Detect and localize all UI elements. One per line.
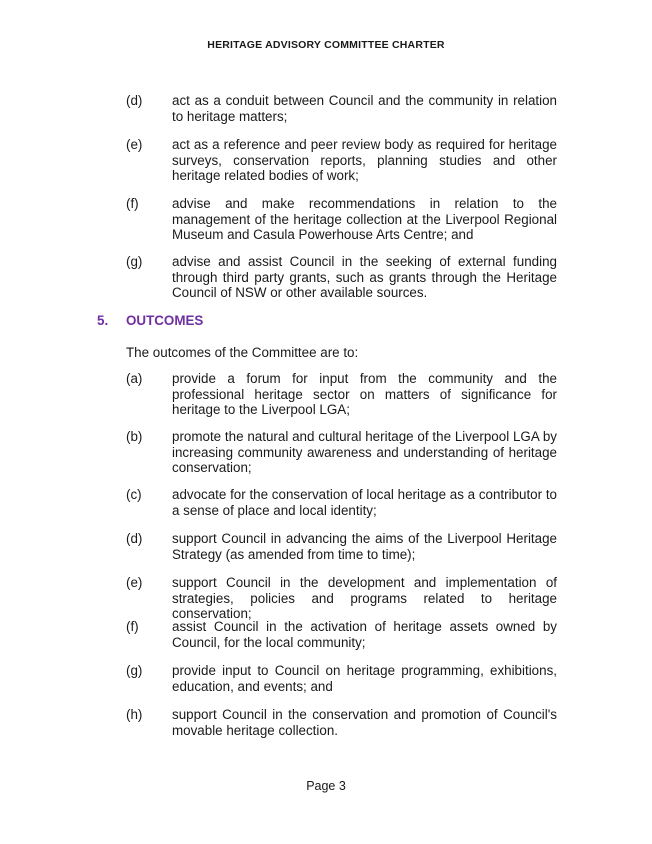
list-item-letter: (d) (126, 531, 143, 546)
list-item-letter: (b) (126, 429, 143, 444)
list-item-letter: (g) (126, 254, 143, 269)
section-number: 5. (97, 313, 109, 328)
list-item-text: provide a forum for input from the community and the professional heritage sector on matters of significance for heritage to the Liverpool LGA; (172, 371, 557, 417)
page-header: HERITAGE ADVISORY COMMITTEE CHARTER (207, 39, 445, 51)
list-item-letter: (g) (126, 663, 143, 678)
list-item-text: support Council in the development and implementation of strategies, policies and programs related to heritage conservation; (172, 575, 557, 621)
list-item-text: act as a conduit between Council and the community in relation to heritage matters; (172, 93, 557, 124)
list-item-letter: (a) (126, 371, 143, 386)
list-item-text: promote the natural and cultural heritage of the Liverpool LGA by increasing community awareness and understanding of heritage conservation; (172, 429, 557, 475)
list-item-letter: (f) (126, 619, 139, 634)
list-item-letter: (c) (126, 487, 142, 502)
list-item-text: support Council in advancing the aims of the Liverpool Heritage Strategy (as amended from time to time); (172, 531, 557, 562)
list-item-text: advise and assist Council in the seeking of external funding through third party grants, such as grants through the Heritage Council of NSW or other available sources. (172, 254, 557, 300)
list-item-letter: (d) (126, 93, 143, 108)
section-intro: The outcomes of the Committee are to: (126, 345, 359, 360)
list-item-text: act as a reference and peer review body as required for heritage surveys, conservation reports, planning studies and other heritage related bodies of work; (172, 137, 557, 183)
list-item-text: assist Council in the activation of heritage assets owned by Council, for the local community; (172, 619, 557, 650)
list-item-text: advise and make recommendations in relation to the management of the heritage collection at the Liverpool Regional Museum and Casula Powerhouse Arts Centre; and (172, 196, 557, 242)
list-item-text: support Council in the conservation and promotion of Council's movable heritage collection. (172, 707, 557, 738)
list-item-letter: (e) (126, 575, 143, 590)
list-item-text: provide input to Council on heritage programming, exhibitions, education, and events; and (172, 663, 557, 694)
section-heading (97, 313, 203, 328)
list-item-letter: (e) (126, 137, 143, 152)
list-item-text: advocate for the conservation of local heritage as a contributor to a sense of place and local identity; (172, 487, 557, 518)
page-number: Page 3 (306, 779, 346, 793)
list-item-letter: (f) (126, 196, 139, 211)
section-title: OUTCOMES (126, 313, 204, 328)
list-item-letter: (h) (126, 707, 143, 722)
